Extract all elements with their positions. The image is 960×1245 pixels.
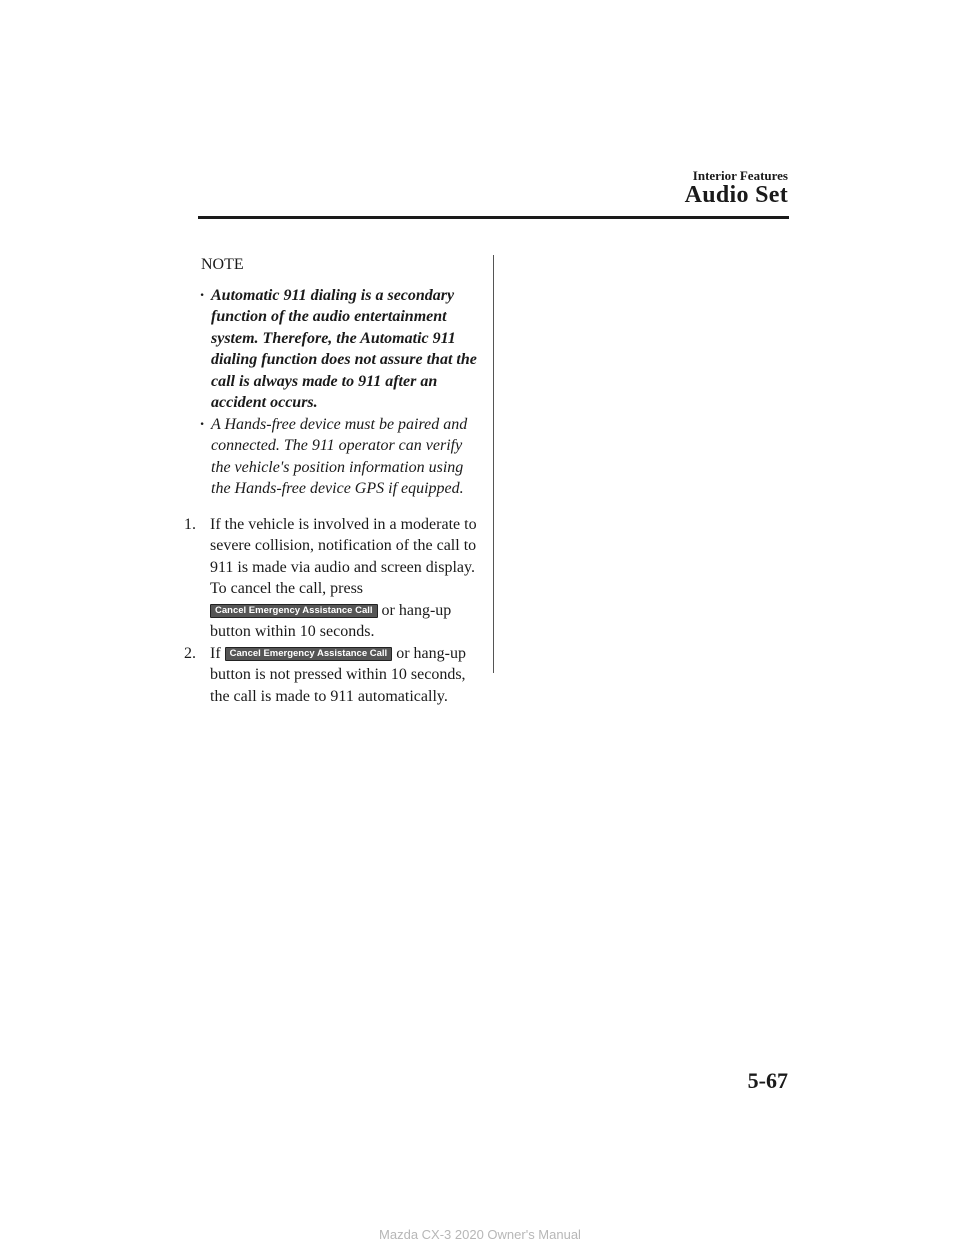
bullet-icon: · [200, 286, 204, 304]
step-text: If [210, 644, 225, 662]
step-text: or hang-up button within 10 seconds. [210, 601, 452, 640]
step-item [184, 643, 484, 708]
step-text: or hang-up button is not pressed within 10 seconds, the call is made to 911 automatically. [210, 644, 466, 705]
cancel-emergency-call-button: Cancel Emergency Assistance Call [210, 604, 378, 618]
column-divider [493, 255, 494, 673]
step-list [184, 514, 484, 708]
step-number: 2. [184, 644, 196, 662]
step-item [184, 514, 484, 643]
page-title: Audio Set [684, 182, 788, 208]
note-bullet [184, 285, 484, 414]
note-label: NOTE [201, 256, 244, 273]
note-bullet-text: A Hands-free device must be paired and connected. The 911 operator can verify the vehicle's position information using the Hands-free device GPS if equipped. [211, 415, 468, 497]
note-bullet-text: Automatic 911 dialing is a secondary function of the audio entertainment system. Therefore, the Automatic 911 dialing function does not assure that the call is always made to 911 after an accident occurs. [211, 286, 477, 411]
note-bullet [184, 414, 484, 500]
section-heading: Interior Features [692, 168, 788, 183]
footer-text: Mazda CX-3 2020 Owner's Manual [379, 1227, 581, 1242]
bullet-icon: · [200, 415, 204, 433]
page-number: 5-67 [747, 1068, 788, 1093]
header-divider [198, 216, 789, 219]
step-text: If the vehicle is involved in a moderate to severe collision, notification of the call to 911 is made via audio and screen display. To cancel the call, press [210, 515, 477, 597]
cancel-emergency-call-button: Cancel Emergency Assistance Call [225, 647, 393, 661]
step-number: 1. [184, 515, 196, 533]
main-content [184, 254, 484, 707]
